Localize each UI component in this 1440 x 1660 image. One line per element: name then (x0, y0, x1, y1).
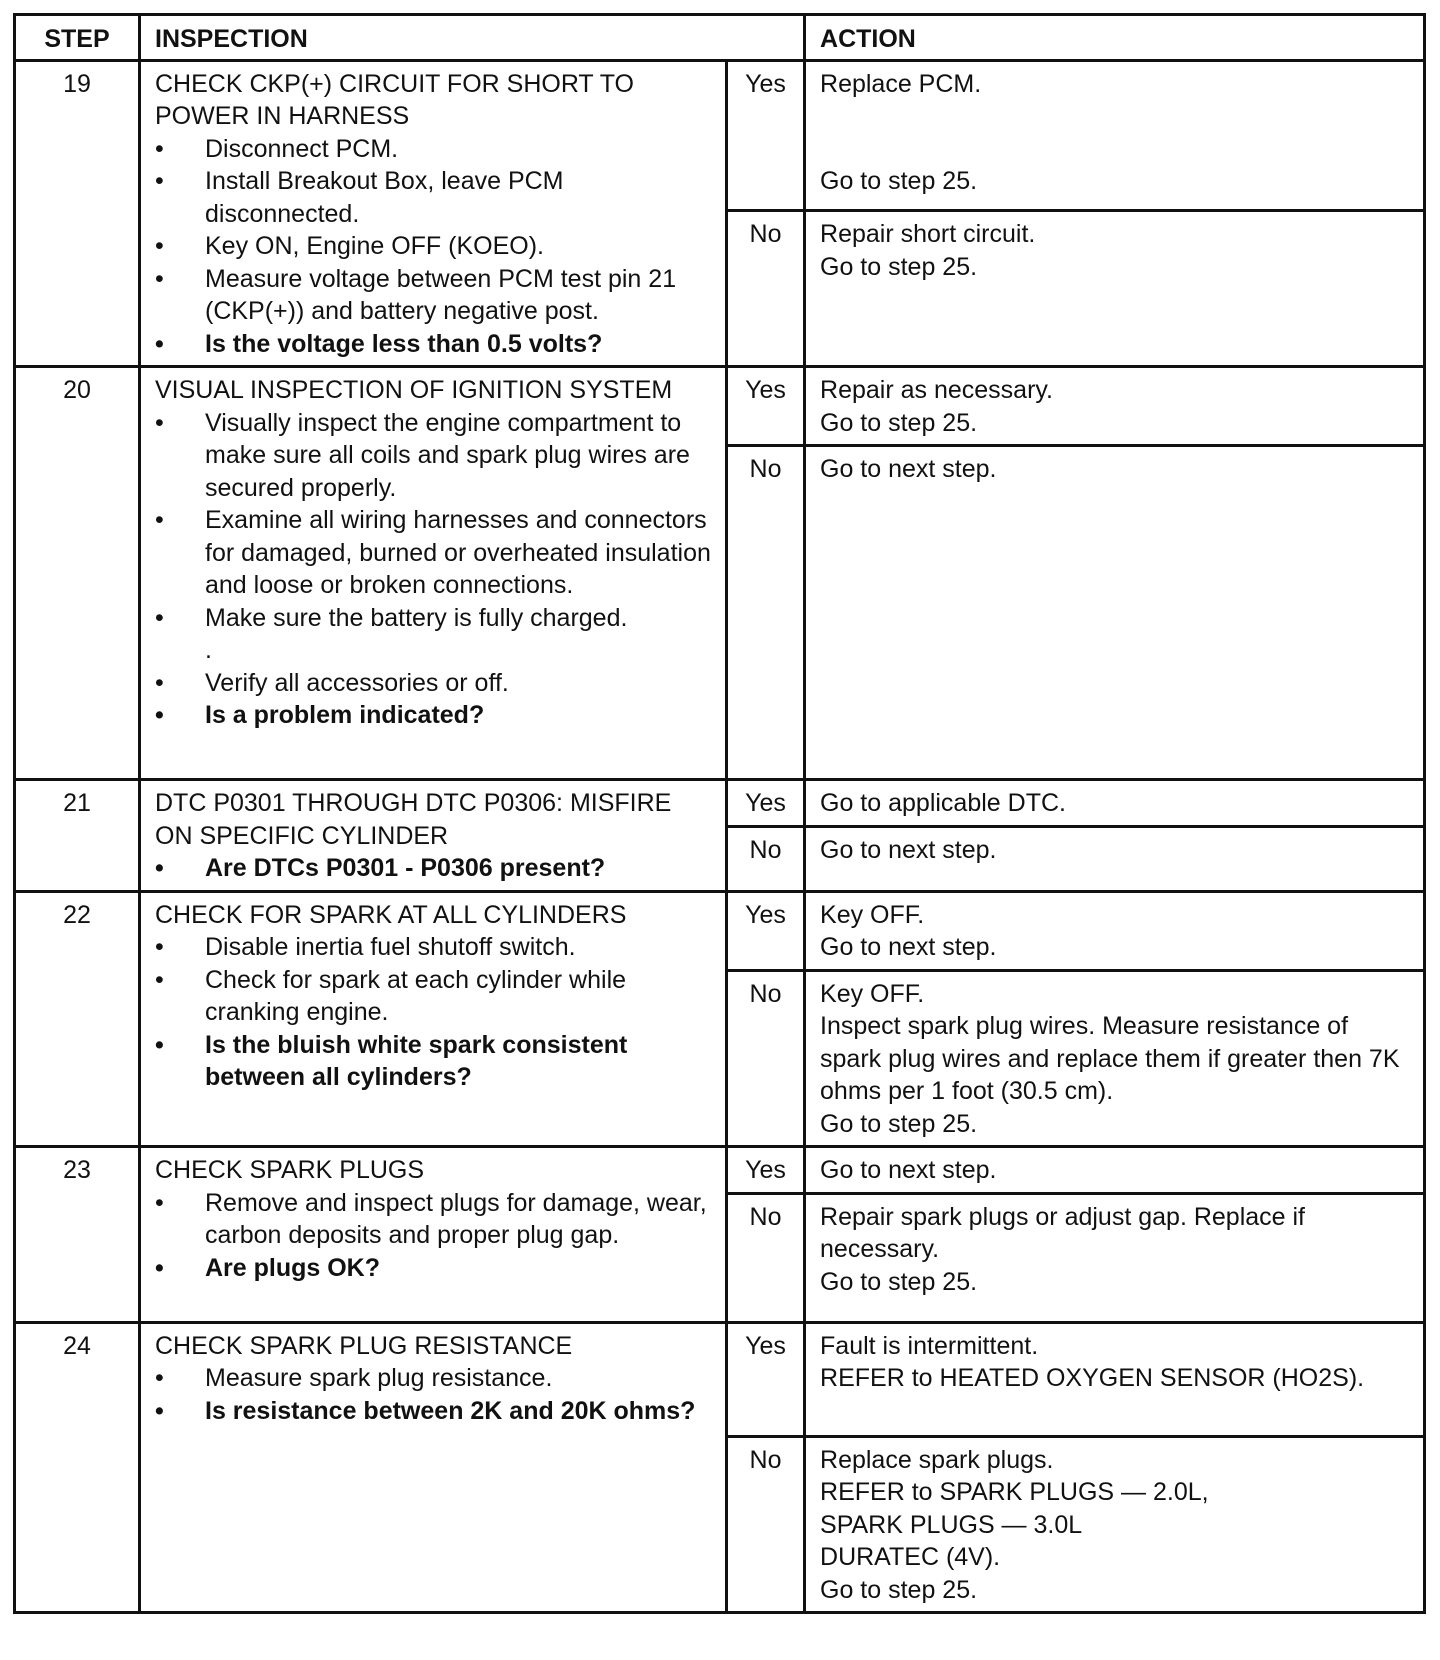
action-yes: Go to applicable DTC. (805, 780, 1425, 827)
inspection-title: DTC P0301 THROUGH DTC P0306: MISFIRE ON SPECIFIC CYLINDER (155, 789, 672, 850)
action-yes: Fault is intermittent. REFER to HEATED OXYGEN SENSOR (HO2S). (805, 1322, 1425, 1436)
inspection-bullet: • Key ON, Engine OFF (KOEO). (155, 230, 715, 263)
inspection-bullets (155, 133, 715, 361)
answer-no: No (727, 1436, 805, 1613)
inspection-cell (140, 60, 727, 367)
action-column-header: ACTION (805, 15, 1425, 61)
inspection-bullet: • Make sure the battery is fully charged. (155, 602, 715, 635)
bullet-icon: • (155, 933, 164, 961)
bullet-icon: • (155, 965, 164, 994)
step-row-21-yes (15, 780, 1425, 827)
inspection-bullet: • Disconnect PCM. (155, 133, 715, 166)
bullet-icon: • (155, 1396, 164, 1425)
step-row-19-yes (15, 60, 1425, 211)
answer-yes: Yes (727, 891, 805, 970)
inspection-title: CHECK SPARK PLUGS (155, 1156, 425, 1184)
inspection-cell (140, 780, 727, 892)
step-number: 24 (15, 1322, 140, 1613)
inspection-cell (140, 1147, 727, 1323)
bullet-icon: • (155, 668, 164, 697)
bullet-icon: • (155, 1253, 164, 1282)
inspection-title: CHECK FOR SPARK AT ALL CYLINDERS (155, 900, 627, 929)
inspection-bullets (155, 852, 715, 885)
bullet-icon: • (155, 506, 164, 534)
answer-no: No (727, 970, 805, 1147)
action-yes: Replace PCM. Go to step 25. (805, 60, 1425, 211)
diagnostic-table (13, 13, 1426, 1614)
step-row-20-yes (15, 367, 1425, 446)
bullet-icon: • (155, 408, 164, 437)
inspection-bullet: • Disable inertia fuel shutoff switch. (155, 931, 715, 964)
inspection-cell (140, 367, 727, 780)
header-row (15, 15, 1425, 61)
inspection-bullet: • Measure voltage between PCM test pin 21 (CKP(+)) and battery negative post. (155, 264, 677, 325)
inspection-title: CHECK SPARK PLUG RESISTANCE (155, 1331, 573, 1360)
answer-no: No (727, 826, 805, 891)
step-row-22-yes (15, 891, 1425, 970)
step-number: 22 (15, 891, 140, 1147)
action-yes: Repair as necessary. Go to step 25. (805, 367, 1425, 446)
inspection-bullets (155, 1187, 715, 1285)
inspection-column-header: INSPECTION (140, 15, 805, 61)
step-column-header: STEP (15, 15, 140, 61)
inspection-title: VISUAL INSPECTION OF IGNITION SYSTEM (155, 376, 673, 404)
bullet-icon: • (155, 329, 164, 358)
inspection-bullet: • Examine all wiring harnesses and connectors for damaged, burned or overheated insulation and loose or broken connections. (155, 506, 711, 599)
inspection-bullet: • Measure spark plug resistance. (155, 1362, 715, 1395)
answer-no: No (727, 446, 805, 780)
action-no: Key OFF. Inspect spark plug wires. Measure resistance of spark plug wires and replace them if greater then 7K ohms per 1 foot (30.5 cm). Go to step 25. (805, 970, 1425, 1147)
inspection-question: • Is the voltage less than 0.5 volts? (155, 328, 715, 361)
action-no: Go to next step. (805, 826, 1425, 891)
bullet-icon: • (155, 701, 164, 729)
inspection-cell (140, 891, 727, 1147)
step-number: 21 (15, 780, 140, 892)
step-row-23-yes (15, 1147, 1425, 1194)
stray-mark: . (205, 636, 212, 664)
step-number: 19 (15, 60, 140, 367)
bullet-icon: • (155, 854, 164, 882)
answer-no: No (727, 1193, 805, 1322)
action-no: Replace spark plugs. REFER to SPARK PLUGS — 2.0L, SPARK PLUGS — 3.0L DURATEC (4V). Go to step 25. (805, 1436, 1425, 1613)
inspection-bullet: • Remove and inspect plugs for damage, wear, carbon deposits and proper plug gap. (155, 1188, 707, 1249)
inspection-cell (140, 1322, 727, 1613)
inspection-title: CHECK CKP(+) CIRCUIT FOR SHORT TO POWER IN HARNESS (155, 69, 635, 130)
bullet-icon: • (155, 603, 164, 632)
inspection-bullet: • Install Breakout Box, leave PCM disconnected. (155, 167, 564, 228)
bullet-icon: • (155, 232, 164, 260)
inspection-bullets (155, 931, 715, 1094)
bullet-icon: • (155, 264, 164, 293)
answer-yes: Yes (727, 367, 805, 446)
step-row-24-yes (15, 1322, 1425, 1436)
bullet-icon: • (155, 1030, 164, 1059)
answer-yes: Yes (727, 60, 805, 211)
answer-yes: Yes (727, 1147, 805, 1194)
inspection-question: • Are plugs OK? (155, 1252, 715, 1285)
action-no: Go to next step. (805, 446, 1425, 780)
inspection-question: • Is a problem indicated? (155, 699, 715, 732)
action-no: Repair short circuit. Go to step 25. (805, 211, 1425, 367)
action-yes: Key OFF. Go to next step. (805, 891, 1425, 970)
inspection-question: • Are DTCs P0301 - P0306 present? (155, 852, 715, 885)
step-number: 20 (15, 367, 140, 780)
answer-yes: Yes (727, 780, 805, 827)
action-yes: Go to next step. (805, 1147, 1425, 1194)
bullet-icon: • (155, 167, 164, 195)
bullet-icon: • (155, 134, 164, 163)
action-no: Repair spark plugs or adjust gap. Replace if necessary. Go to step 25. (805, 1193, 1425, 1322)
inspection-question: • Is the bluish white spark consistent between all cylinders? (155, 1030, 628, 1091)
step-number: 23 (15, 1147, 140, 1323)
inspection-bullet: • Check for spark at each cylinder while cranking engine. (155, 965, 627, 1026)
inspection-bullets (155, 407, 715, 732)
bullet-icon: • (155, 1364, 164, 1392)
inspection-bullets (155, 1362, 715, 1427)
inspection-bullet: • Verify all accessories or off. (155, 667, 715, 700)
inspection-bullet: • Visually inspect the engine compartment to make sure all coils and spark plug wires are secured properly. (155, 408, 690, 502)
inspection-question: • Is resistance between 2K and 20K ohms? (155, 1395, 715, 1428)
answer-yes: Yes (727, 1322, 805, 1436)
bullet-icon: • (155, 1188, 164, 1217)
answer-no: No (727, 211, 805, 367)
